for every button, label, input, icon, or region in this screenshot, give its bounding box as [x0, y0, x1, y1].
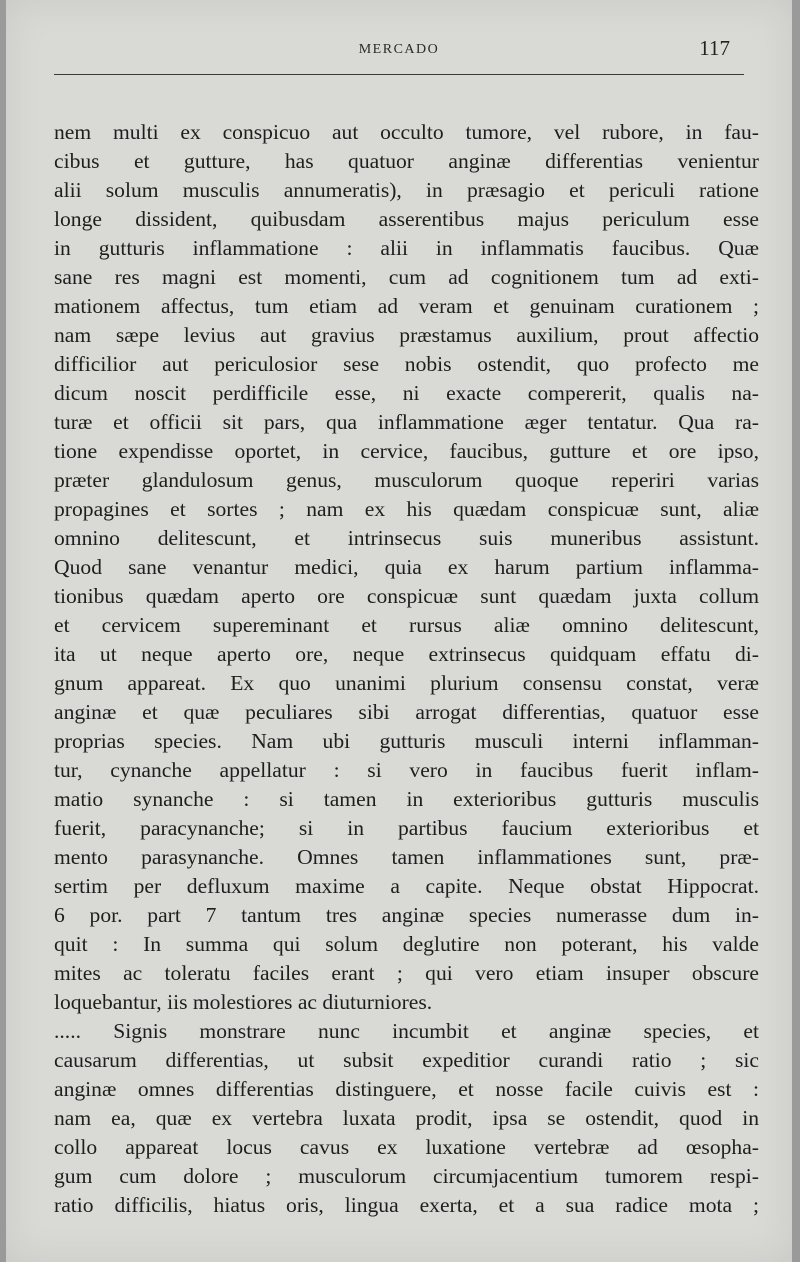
text-line: omnino delitescunt, et intrinsecus suis muneribus assistunt.	[54, 526, 759, 550]
page-header	[54, 34, 744, 75]
text-line: in gutturis inflammatione : alii in inflammatis faucibus. Quæ	[54, 236, 759, 260]
body-text	[54, 118, 759, 1220]
text-line: gum cum dolore ; musculorum circumjacentium tumorem respi-	[54, 1164, 759, 1188]
running-head: MERCADO	[358, 42, 440, 57]
text-line: tione expendisse oportet, in cervice, faucibus, gutture et ore ipso,	[54, 439, 759, 463]
text-line: gnum appareat. Ex quo unanimi plurium consensu constat, veræ	[54, 671, 759, 695]
text-line: causarum differentias, ut subsit expeditior curandi ratio ; sic	[54, 1048, 759, 1072]
text-line: sane res magni est momenti, cum ad cognitionem tum ad exti-	[54, 265, 759, 289]
text-line: difficilior aut periculosior sese nobis ostendit, quo profecto me	[54, 352, 759, 376]
text-line: nam sæpe levius aut gravius præstamus auxilium, prout affectio	[54, 323, 759, 347]
text-line: 6 por. part 7 tantum tres anginæ species numerasse dum in-	[54, 903, 759, 927]
book-page	[6, 0, 792, 1262]
text-line: mationem affectus, tum etiam ad veram et genuinam curationem ;	[54, 294, 759, 318]
text-line: fuerit, paracynanche; si in partibus faucium exterioribus et	[54, 816, 759, 840]
text-line: ratio difficilis, hiatus oris, lingua exerta, et a sua radice mota ;	[54, 1193, 759, 1217]
text-line: tur, cynanche appellatur : si vero in faucibus fuerit inflam-	[54, 758, 759, 782]
text-line: dicum noscit perdifficile esse, ni exacte compererit, qualis na-	[54, 381, 759, 405]
text-line: Quod sane venantur medici, quia ex harum partium inflamma-	[54, 555, 759, 579]
text-line: mento parasynanche. Omnes tamen inflammationes sunt, præ-	[54, 845, 759, 869]
text-line: ita ut neque aperto ore, neque extrinsecus quidquam effatu di-	[54, 642, 759, 666]
text-line: anginæ et quæ peculiares sibi arrogat differentias, quatuor esse	[54, 700, 759, 724]
text-line: nem multi ex conspicuo aut occulto tumore, vel rubore, in fau-	[54, 120, 759, 144]
text-line: alii solum musculis annumeratis), in præsagio et periculi ratione	[54, 178, 759, 202]
text-line: anginæ omnes differentias distinguere, et nosse facile cuivis est :	[54, 1077, 759, 1101]
text-line: præter glandulosum genus, musculorum quoque reperiri varias	[54, 468, 759, 492]
text-line: turæ et officii sit pars, qua inflammatione æger tentatur. Qua ra-	[54, 410, 759, 434]
text-line: propagines et sortes ; nam ex his quædam conspicuæ sunt, aliæ	[54, 497, 759, 521]
text-line: sertim per defluxum maxime a capite. Neque obstat Hippocrat.	[54, 874, 759, 898]
text-line: ..... Signis monstrare nunc incumbit et anginæ species, et	[54, 1019, 759, 1043]
text-line: longe dissident, quibusdam asserentibus majus periculum esse	[54, 207, 759, 231]
text-line: tionibus quædam aperto ore conspicuæ sunt quædam juxta collum	[54, 584, 759, 608]
text-line: quit : In summa qui solum deglutire non poterant, his valde	[54, 932, 759, 956]
text-line: mites ac toleratu faciles erant ; qui vero etiam insuper obscure	[54, 961, 759, 985]
text-line: et cervicem supereminant et rursus aliæ omnino delitescunt,	[54, 613, 759, 637]
text-line: cibus et gutture, has quatuor anginæ differentias venientur	[54, 149, 759, 173]
text-line: matio synanche : si tamen in exterioribus gutturis musculis	[54, 787, 759, 811]
page-number: 117	[699, 36, 730, 60]
text-line: loquebantur, iis molestiores ac diuturniores.	[54, 990, 433, 1014]
text-line: collo appareat locus cavus ex luxatione vertebræ ad œsopha-	[54, 1135, 759, 1159]
text-line: proprias species. Nam ubi gutturis musculi interni inflamman-	[54, 729, 759, 753]
text-line: nam ea, quæ ex vertebra luxata prodit, ipsa se ostendit, quod in	[54, 1106, 759, 1130]
